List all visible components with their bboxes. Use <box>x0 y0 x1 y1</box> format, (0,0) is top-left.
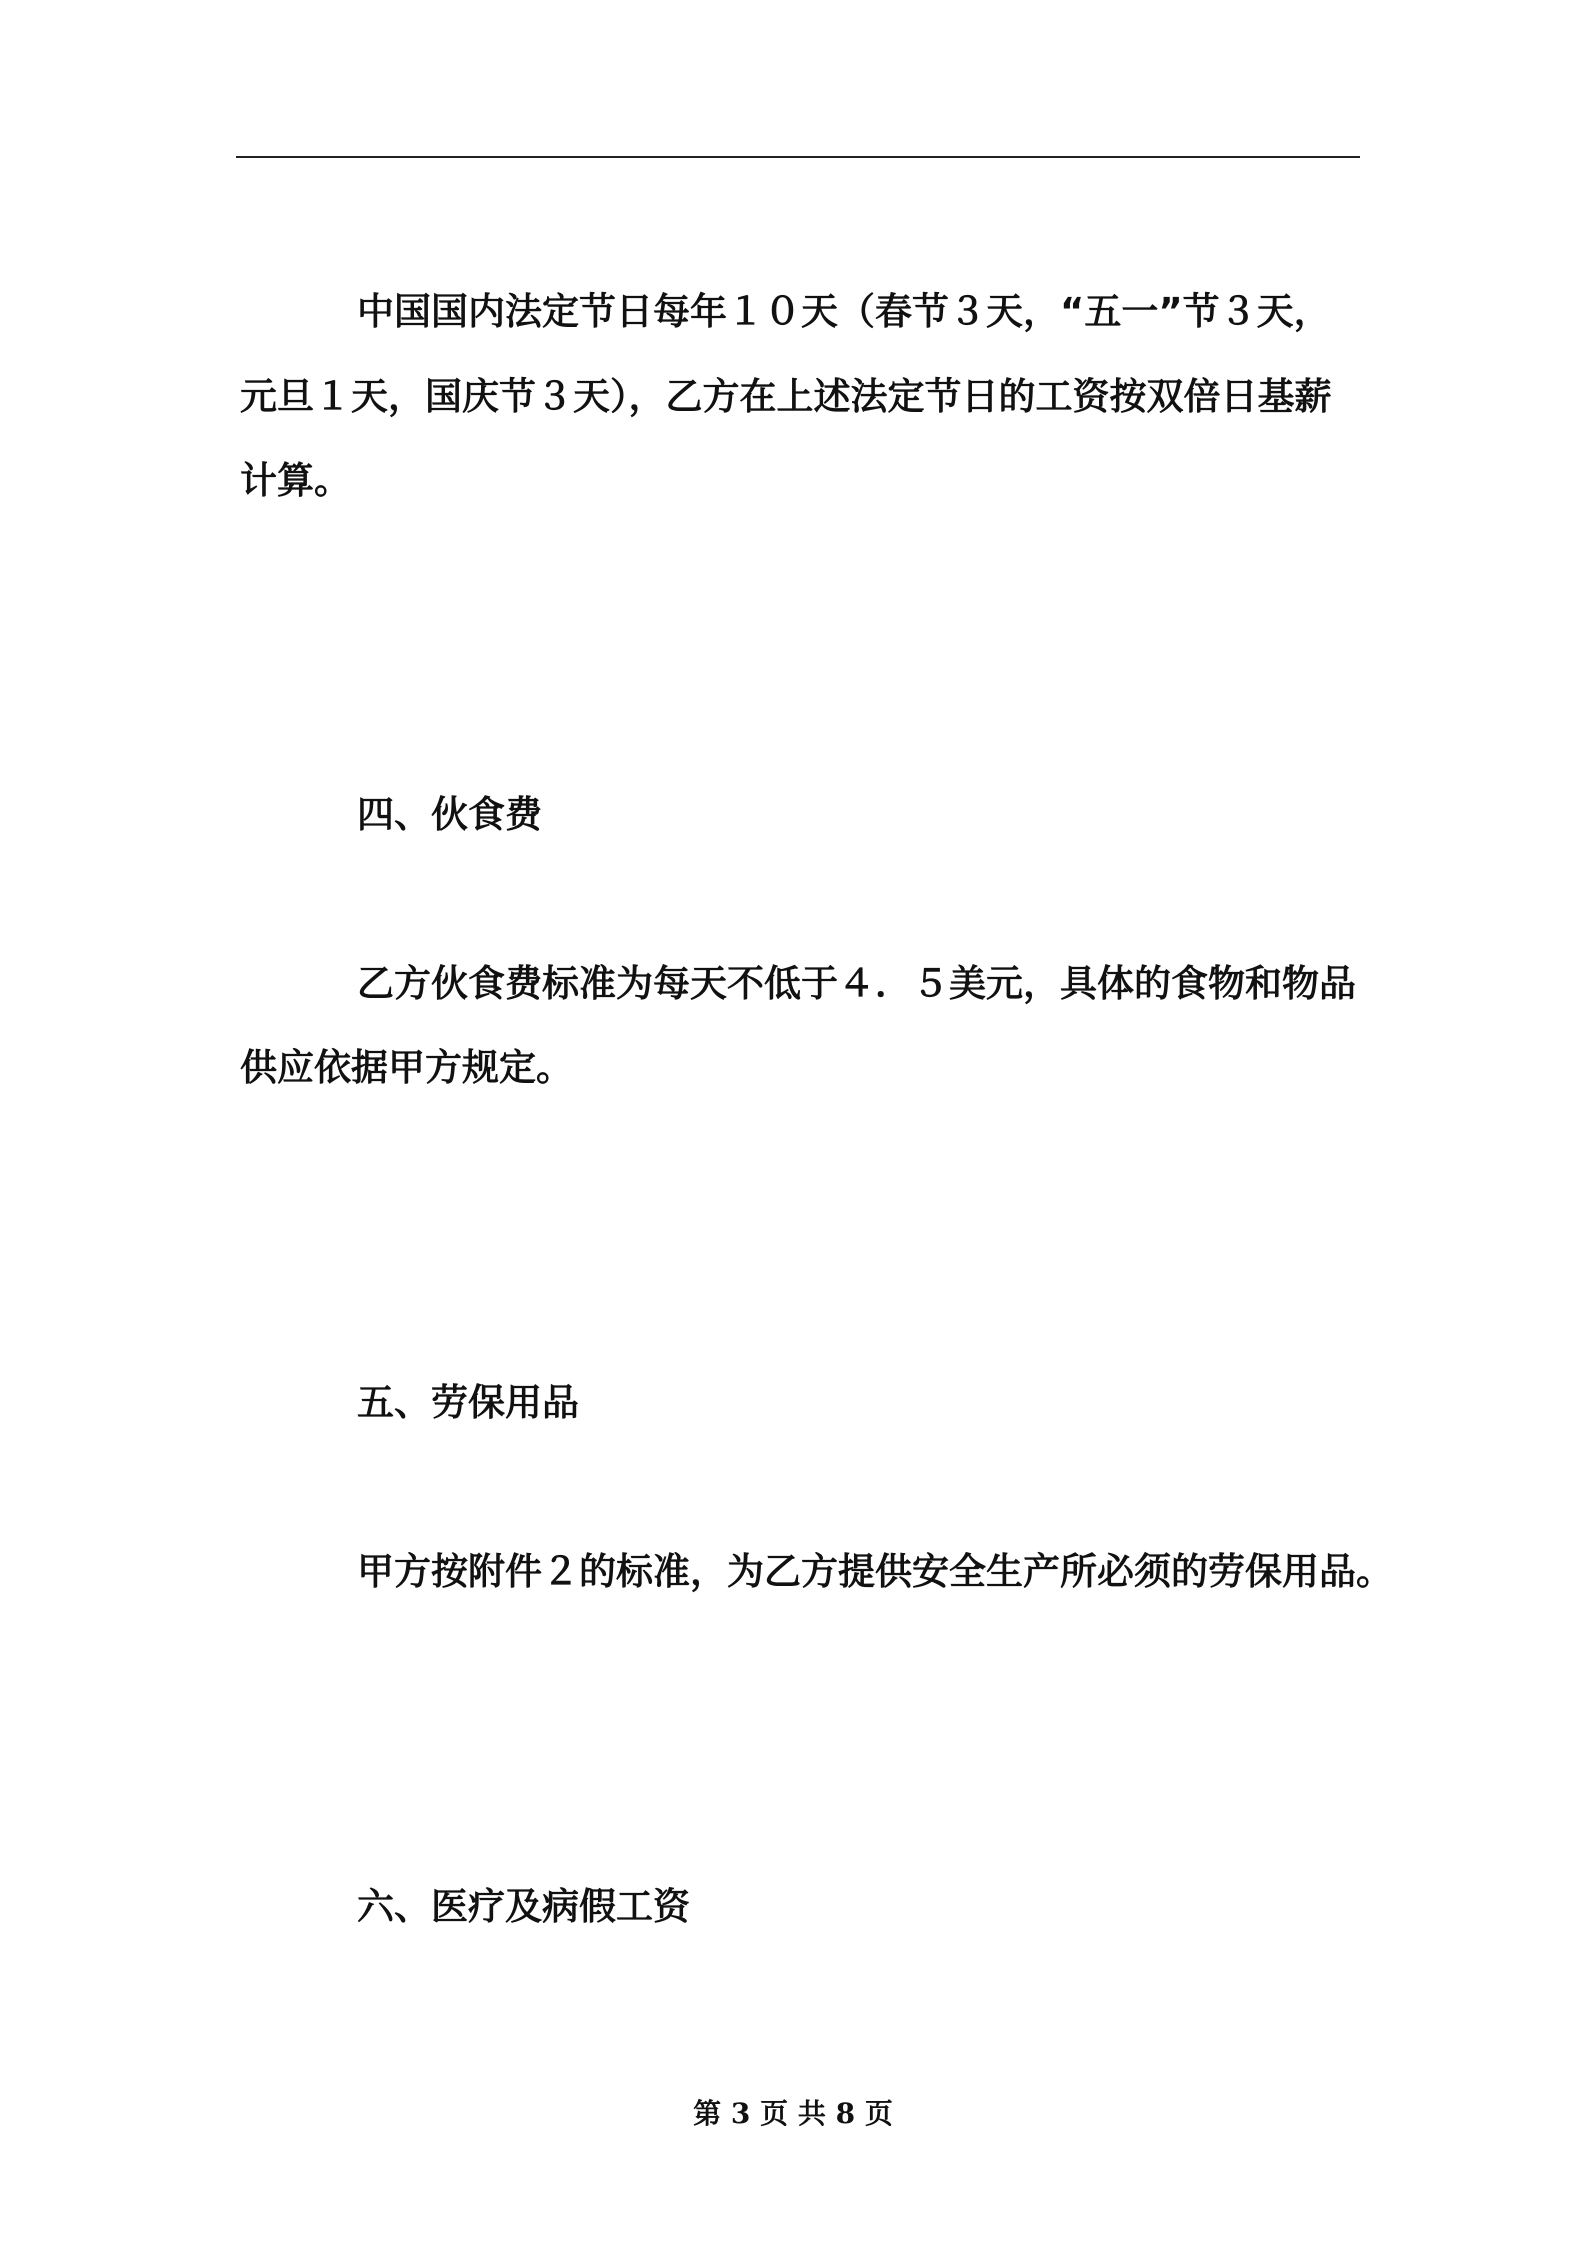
page-number-footer: 第 3 页 共 8 页 <box>693 2097 893 2130</box>
paragraph-holidays-line-3: 计算。 <box>240 459 351 502</box>
section-4-heading: 四、伙食费 <box>357 793 542 836</box>
paragraph-holidays-line-2: 元旦１天，国庆节３天），乙方在上述法定节日的工资按双倍日基薪 <box>240 375 1332 418</box>
section-4-line-1: 乙方伙食费标准为每天不低于４．５美元，具体的食物和物品 <box>357 962 1356 1005</box>
section-4-line-2: 供应依据甲方规定。 <box>240 1046 573 1089</box>
section-5-line-1: 甲方按附件２的标准，为乙方提供安全生产所必须的劳保用品。 <box>357 1550 1393 1593</box>
header-rule <box>236 156 1360 158</box>
paragraph-holidays-line-1: 中国国内法定节日每年１０天（春节３天，“五一”节３天， <box>357 290 1331 333</box>
section-6-heading: 六、医疗及病假工资 <box>357 1885 690 1928</box>
section-5-heading: 五、劳保用品 <box>357 1381 579 1424</box>
